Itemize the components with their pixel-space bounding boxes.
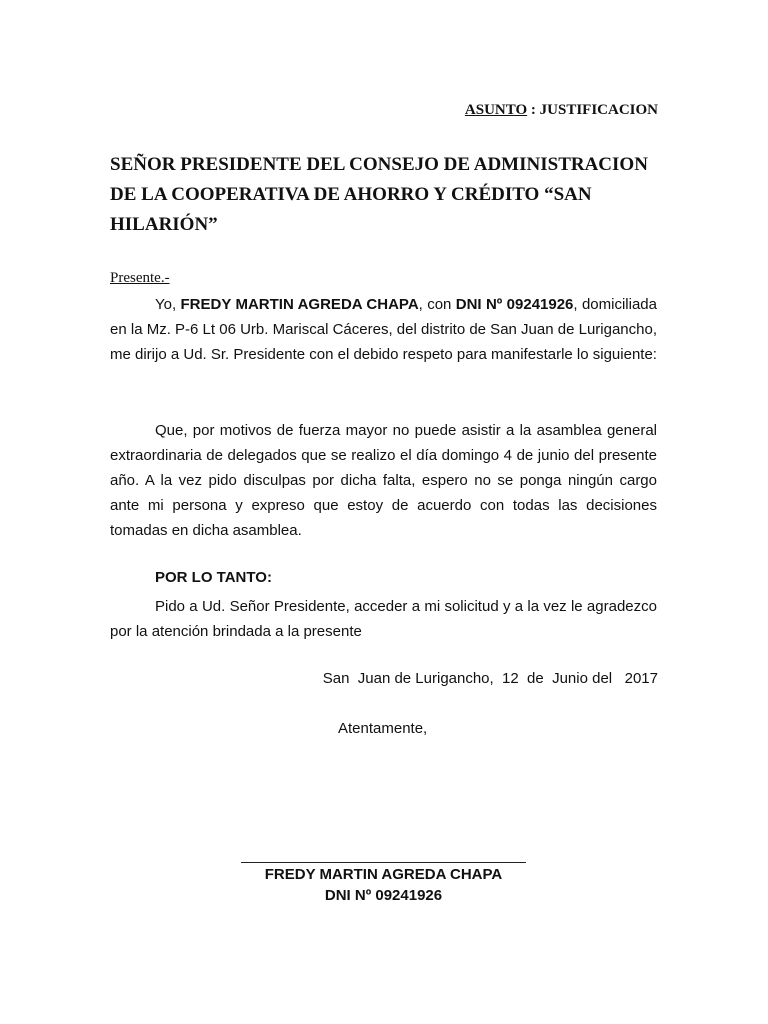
signature-line xyxy=(241,862,526,863)
subject-value: JUSTIFICACION xyxy=(539,102,658,118)
sender-dni: DNI Nº 09241926 xyxy=(455,296,574,313)
intro-connector: , con xyxy=(418,296,456,313)
place-date: San Juan de Lurigancho, 12 de Junio del 2017 xyxy=(322,670,658,687)
subject-line xyxy=(465,102,658,119)
intro-rest: , domiciliada en la Mz. P-6 Lt 06 Urb. Mariscal Cáceres, del distrito de San Juan de Lurigancho, me dirijo a Ud. Sr. Presidente con el debido respeto para manifestarle lo siguiente: xyxy=(110,296,657,363)
greeting: Presente.- xyxy=(110,270,170,286)
addressee-block xyxy=(110,150,650,240)
signature-name: FREDY MARTIN AGREDA CHAPA xyxy=(264,866,503,883)
conclusion-heading: POR LO TANTO: xyxy=(155,569,272,586)
subject-separator: : xyxy=(527,102,540,118)
paragraph-introduction xyxy=(110,292,657,367)
intro-text: Yo, xyxy=(155,296,181,313)
paragraph-request: Pido a Ud. Señor Presidente, acceder a mi solicitud y a la vez le agradezco por la atención brindada a la presente xyxy=(110,598,657,640)
addressee-line: SEÑOR PRESIDENTE DEL CONSEJO DE ADMINISTRACION xyxy=(110,154,648,175)
addressee-line: DE LA COOPERATIVA DE AHORRO Y CRÉDITO “SAN xyxy=(110,184,592,205)
signature-dni: DNI Nº 09241926 xyxy=(324,887,443,904)
subject-label: ASUNTO xyxy=(464,102,528,118)
closing-salutation: Atentamente, xyxy=(338,720,428,737)
sender-name: FREDY MARTIN AGREDA CHAPA xyxy=(180,296,419,313)
addressee-line: HILARIÓN” xyxy=(110,214,218,235)
paragraph-justification: Que, por motivos de fuerza mayor no puede asistir a la asamblea general extraordinaria de delegados que se realizo el día domingo 4 de junio del presente año. A la vez pido disculpas por dicha falta, espero no se ponga ningún cargo ante mi persona y expreso que estoy de acuerdo con todas las decisiones tomadas en dicha asamblea. xyxy=(110,422,657,539)
